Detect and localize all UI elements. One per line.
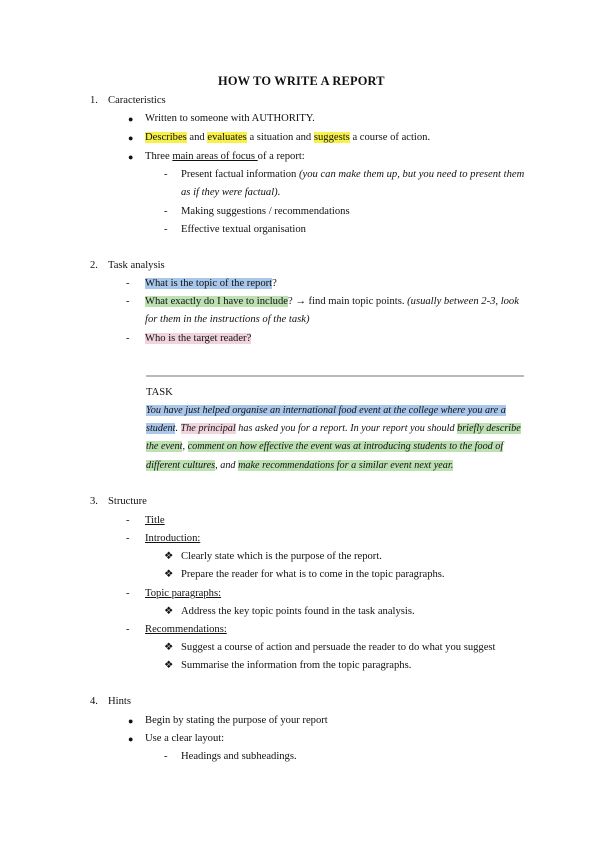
diamond-icon: ❖	[164, 569, 174, 580]
list-item: Begin by stating the purpose of your report	[145, 715, 328, 726]
list-item: Who is the target reader?	[145, 333, 252, 344]
dash-icon: -	[126, 588, 130, 599]
divider	[146, 375, 524, 377]
list-item: Use a clear layout:	[145, 733, 225, 744]
task-line: different cultures, and make recommendations for a similar event next year.	[146, 460, 454, 471]
bullet-dot-icon: ●	[128, 133, 134, 143]
section-heading: Caracteristics	[108, 95, 166, 106]
section-number: 3.	[90, 496, 98, 507]
dash-icon: -	[164, 224, 168, 235]
section-number: 2.	[90, 260, 98, 271]
section-number: 4.	[90, 696, 98, 707]
dash-icon: -	[126, 278, 130, 289]
list-item: Three main areas of focus of a report:	[145, 151, 305, 162]
sub-item: Address the key topic points found in the task analysis.	[181, 606, 415, 617]
sub-item-continued: as if they were factual).	[181, 187, 281, 198]
structure-item: Topic paragraphs:	[145, 588, 222, 599]
list-item: Written to someone with AUTHORITY.	[145, 113, 315, 124]
sub-item: Summarise the information from the topic paragraphs.	[181, 660, 412, 671]
section-heading: Structure	[108, 496, 147, 507]
sub-item: Headings and subheadings.	[181, 751, 297, 762]
section-heading: Hints	[108, 696, 131, 707]
dash-icon: -	[126, 533, 130, 544]
sub-item: Clearly state which is the purpose of the report.	[181, 551, 382, 562]
task-label: TASK	[146, 387, 173, 398]
dash-icon: -	[126, 333, 130, 344]
section-number: 1.	[90, 95, 98, 106]
sub-item: Making suggestions / recommendations	[181, 206, 350, 217]
dash-icon: -	[164, 169, 168, 180]
dash-icon: -	[126, 624, 130, 635]
structure-item: Introduction:	[145, 533, 201, 544]
list-item: Describes and evaluates a situation and suggests a course of action.	[145, 132, 431, 143]
sub-item: Present factual information (you can make them up, but you need to present them	[181, 169, 525, 180]
task-line: You have just helped organise an international food event at the college where you are a	[146, 405, 506, 416]
structure-item: Title	[145, 515, 165, 526]
diamond-icon: ❖	[164, 551, 174, 562]
list-item: What is the topic of the report?	[145, 278, 277, 289]
sub-item: Effective textual organisation	[181, 224, 306, 235]
structure-item: Recommendations:	[145, 624, 227, 635]
list-item-continued: for them in the instructions of the task)	[145, 314, 310, 325]
bullet-dot-icon: ●	[128, 734, 134, 744]
sub-item: Prepare the reader for what is to come in the topic paragraphs.	[181, 569, 445, 580]
sub-item: Suggest a course of action and persuade the reader to do what you suggest	[181, 642, 496, 653]
bullet-dot-icon: ●	[128, 114, 134, 124]
dash-icon: -	[164, 751, 168, 762]
section-heading: Task analysis	[108, 260, 165, 271]
dash-icon: -	[126, 296, 130, 307]
dash-icon: -	[164, 206, 168, 217]
diamond-icon: ❖	[164, 642, 174, 653]
diamond-icon: ❖	[164, 606, 174, 617]
bullet-dot-icon: ●	[128, 152, 134, 162]
list-item: What exactly do I have to include? → find main topic points. (usually between 2-3, look	[145, 296, 519, 307]
bullet-dot-icon: ●	[128, 716, 134, 726]
diamond-icon: ❖	[164, 660, 174, 671]
task-line: the event, comment on how effective the event was at introducing students to the food of	[146, 441, 504, 452]
task-line: student. The principal has asked you for a report. In your report you should briefly describe	[146, 423, 521, 434]
page-title: HOW TO WRITE A REPORT	[218, 74, 385, 88]
dash-icon: -	[126, 515, 130, 526]
